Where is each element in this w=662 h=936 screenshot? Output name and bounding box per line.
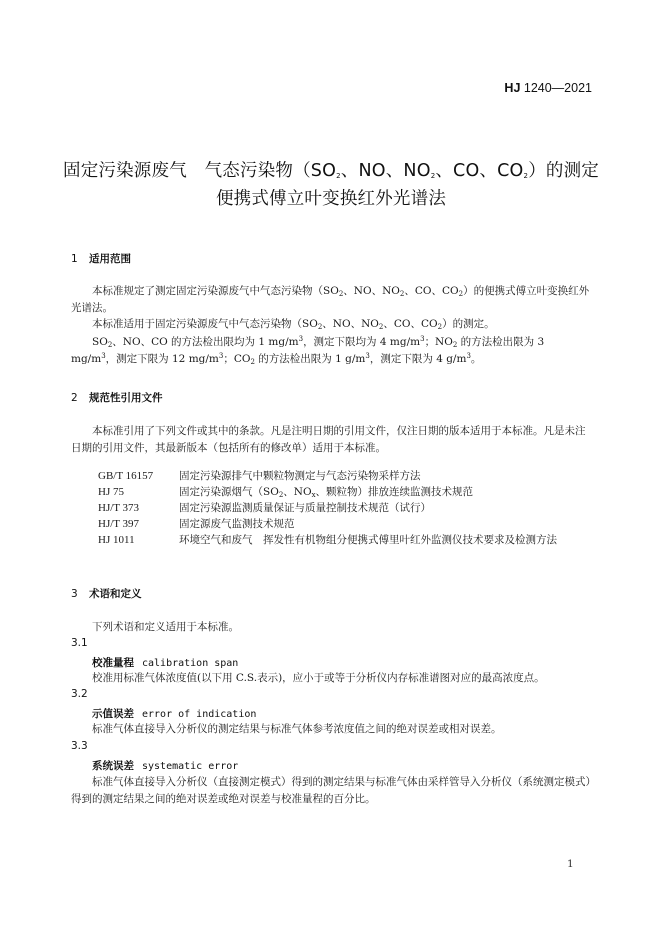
reference-item (98, 516, 598, 532)
section-3-intro: 下列术语和定义适用于本标准。 (92, 621, 239, 633)
section-1-paragraph-2: 本标准适用于固定污染源废气中气态污染物（$SO_2$、NO、$NO_2$、CO、$CO_2$）的测定。 (92, 318, 495, 331)
term-chinese: 系统误差 (92, 760, 134, 772)
term-number: 3.3 (71, 740, 88, 752)
standard-code-number: 1240—2021 (520, 81, 592, 95)
section-1-heading (71, 251, 131, 266)
reference-title: 固定污染源排气中颗粒物测定与气态污染物采样方法 (179, 470, 421, 482)
term-heading (92, 758, 238, 773)
reference-code: HJ/T 397 (98, 518, 140, 530)
term-chinese: 校准量程 (92, 657, 134, 669)
section-3-title: 术语和定义 (89, 588, 142, 600)
reference-item (98, 532, 598, 548)
standard-code-prefix: HJ (504, 81, 521, 95)
document-title-line2: 便携式傅立叶变换红外光谱法 (215, 189, 447, 209)
standard-code (504, 81, 592, 95)
reference-title: 固定污染源监测质量保证与质量控制技术规范（试行） (179, 502, 431, 514)
term-number: 3.2 (71, 688, 88, 700)
reference-title: 环境空气和废气 挥发性有机物组分便携式傅里叶红外监测仪技术要求及检测方法 (179, 534, 557, 546)
section-3-heading (71, 586, 142, 601)
section-2-title: 规范性引用文件 (89, 392, 163, 404)
section-1-number: 1 (71, 253, 78, 265)
reference-title: 固定污染源烟气（$SO_2$、$NO_x$、颗粒物）排放连续监测技术规范 (179, 486, 474, 499)
term-chinese: 示值误差 (92, 708, 134, 720)
reference-item (98, 484, 598, 500)
section-2-intro: 本标准引用了下列文件或其中的条款。凡是注明日期的引用文件，仅注日期的版本适用于本标准。凡是未注日期的引用文件，其最新版本（包括所有的修改单）适用于本标准。 (71, 425, 586, 454)
term-definition: 标准气体直接导入分析仪（直接测定模式）得到的测定结果与标准气体由采样管导入分析仪（系统测定模式）得到的测定结果之间的绝对误差或绝对误差与校准量程的百分比。 (71, 776, 591, 805)
section-1-paragraph-1: 本标准规定了测定固定污染源废气中气态污染物（$SO_2$、NO、$NO_2$、CO、$CO_2$）的便携式傅立叶变换红外光谱法。 (71, 285, 590, 314)
reference-list (98, 468, 598, 548)
section-2-number: 2 (71, 392, 78, 404)
document-title-line1: 固定污染源废气 气态污染物（$SO_2$、NO、$NO_2$、CO、$CO_2$）的测定 (63, 161, 599, 181)
term-english: error of indication (142, 709, 257, 720)
term-definition: 标准气体直接导入分析仪的测定结果与标准气体参考浓度值之间的绝对误差或相对误差。 (92, 723, 502, 735)
reference-code: HJ 75 (98, 486, 124, 498)
term-number: 3.1 (71, 637, 88, 649)
reference-code: GB/T 16157 (98, 470, 154, 482)
reference-title: 固定源废气监测技术规范 (179, 518, 295, 530)
reference-code: HJ 1011 (98, 534, 135, 546)
reference-item (98, 468, 598, 484)
term-heading (92, 706, 256, 721)
term-english: calibration span (142, 658, 239, 669)
section-2-heading (71, 390, 163, 405)
term-definition: 校准用标准气体浓度值(以下用 C.S.表示)，应小于或等于分析仪内存标准谱图对应的最高浓度点。 (92, 672, 545, 684)
reference-item (98, 500, 598, 516)
page-number: 1 (567, 858, 574, 870)
reference-code: HJ/T 373 (98, 502, 140, 514)
term-heading (92, 655, 238, 670)
section-1-title: 适用范围 (89, 253, 131, 265)
section-3-number: 3 (71, 588, 78, 600)
term-english: systematic error (142, 761, 239, 772)
section-1-paragraph-3: $SO_2$、NO、CO 的方法检出限均为 1 $mg/m^3$，测定下限均为 4 $mg/m^3$；$NO_2$ 的方法检出限为 3 $mg/m^3$，测定下限为 12 $mg/m^3$；$CO_2$ 的方法检出限为 1 $g/m^3$，测定下限为 4 $g/m^3$。 (71, 335, 545, 366)
